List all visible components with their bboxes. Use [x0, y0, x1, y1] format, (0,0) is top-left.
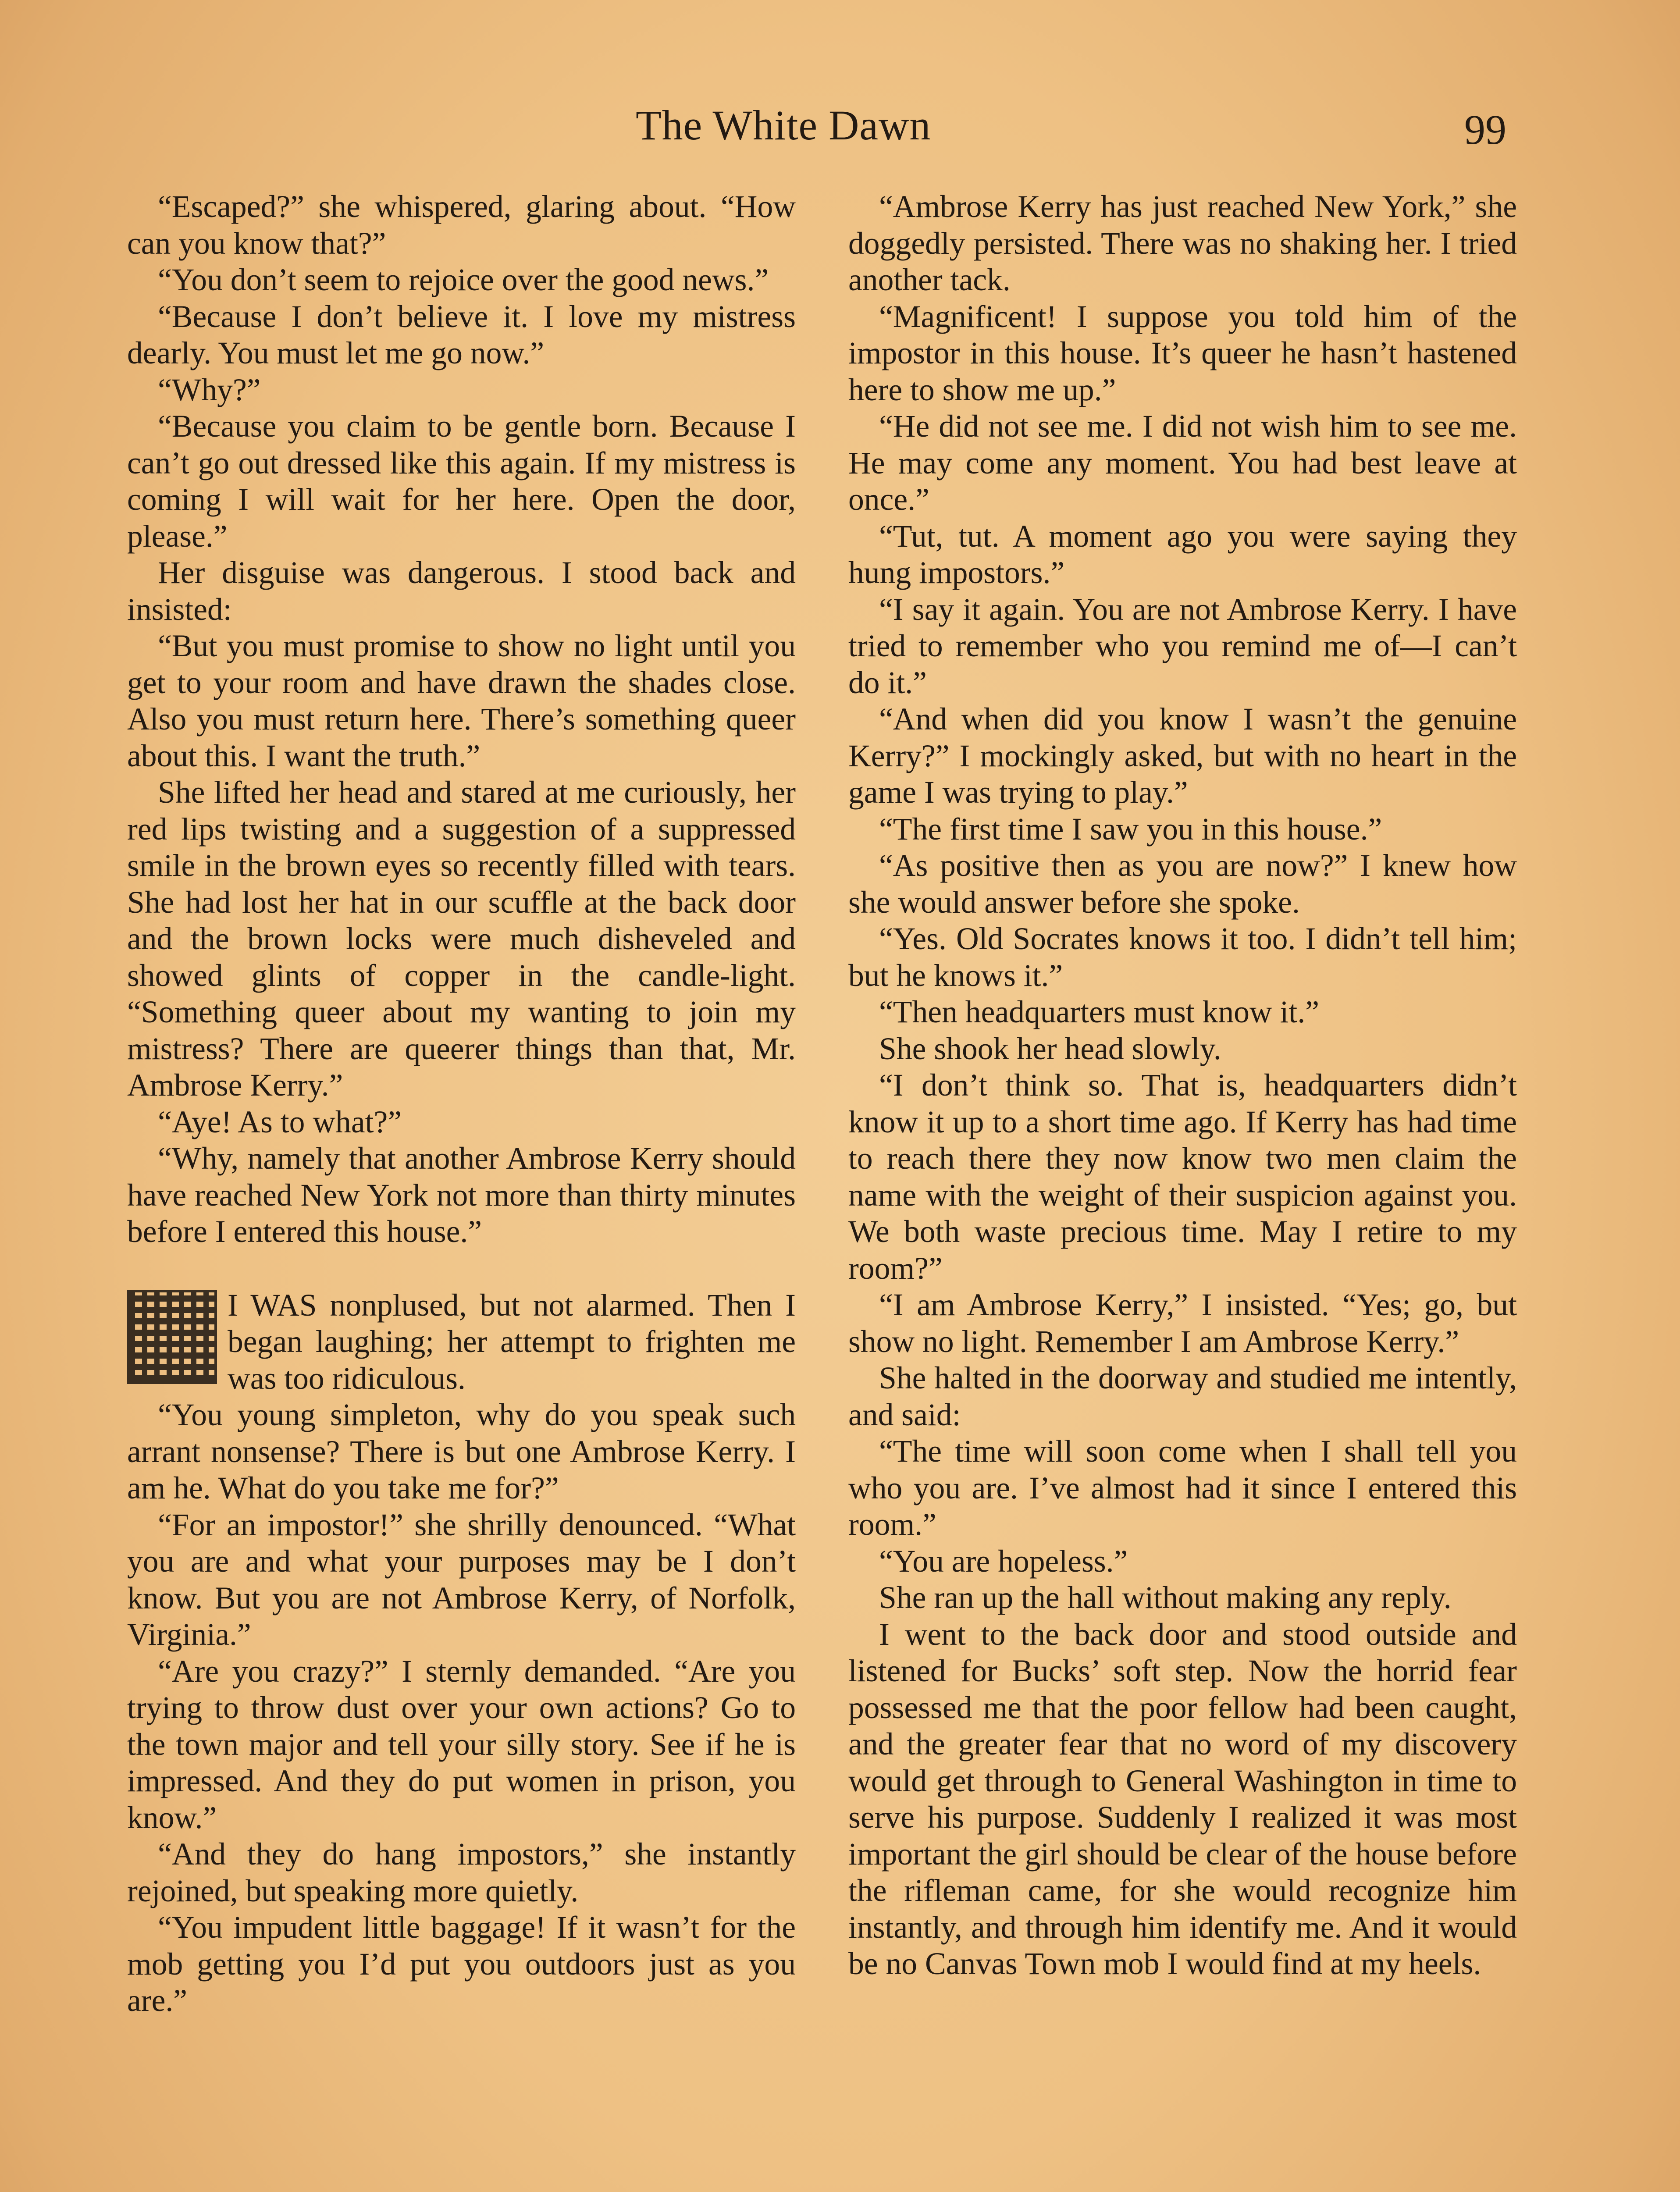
section-start-text: I WAS nonplused, but not alarmed. Then I began laughing; her attempt to frighten me was too ridiculous. — [228, 1288, 796, 1396]
paragraph: “And they do hang impostors,” she instantly rejoined, but speaking more quietly. — [127, 1837, 796, 1908]
right-column — [848, 189, 1517, 1982]
paragraph: “Because you claim to be gentle born. Because I can’t go out dressed like this again. If my mistress is coming I will wait for her here. Open the door, please.” — [127, 409, 796, 554]
paragraph: “Yes. Old Socrates knows it too. I didn’t tell him; but he knows it.” — [848, 922, 1517, 993]
page-number: 99 — [1464, 106, 1506, 153]
paragraph: “Because I don’t believe it. I love my mistress dearly. You must let me go now.” — [127, 299, 796, 370]
left-column — [127, 189, 796, 2019]
paragraph: She lifted her head and stared at me curiously, her red lips twisting and a suggestion of a suppressed smile in the brown eyes so recently filled with tears. She had lost her hat in our scuffle at the back door and the brown locks were much disheveled and showed glints of copper in the candle-light. “Something queer about my wanting to join my mistress? There are queerer things than that, Mr. Ambrose Kerry.” — [127, 775, 796, 1103]
paragraph: “I don’t think so. That is, headquarters didn’t know it up to a short time ago. If Kerry has had time to reach there they now know two men claim the name with the weight of their suspicion against you. We both waste precious time. May I retire to my room?” — [848, 1068, 1517, 1286]
paragraph: “The time will soon come when I shall tell you who you are. I’ve almost had it since I entered this room.” — [848, 1434, 1517, 1542]
paragraph: Her disguise was dangerous. I stood back and insisted: — [127, 555, 796, 627]
paragraph: She shook her head slowly. — [879, 1031, 1221, 1066]
paragraph: “Are you crazy?” I sternly demanded. “Are you trying to throw dust over your own actions? Go to the town major and tell your silly story. See if he is impressed. And they do put women in prison, you know.” — [127, 1654, 796, 1835]
paragraph: “But you must promise to show no light until you get to your room and have drawn the shades close. Also you must return here. There’s something queer about this. I want the truth.” — [127, 629, 796, 773]
paragraph: “Magnificent! I suppose you told him of the impostor in this house. It’s queer he hasn’t hastened here to show me up.” — [848, 299, 1517, 407]
paragraph: “Why, namely that another Ambrose Kerry should have reached New York not more than thirty minutes before I entered this house.” — [127, 1141, 796, 1249]
paragraph: “You impudent little baggage! If it wasn’t for the mob getting you I’d put you outdoors just as you are.” — [127, 1910, 796, 2018]
paragraph: “And when did you know I wasn’t the genuine Kerry?” I mockingly asked, but with no heart in the game I was trying to play.” — [848, 702, 1517, 810]
paragraph: “I am Ambrose Kerry,” I insisted. “Yes; go, but show no light. Remember I am Ambrose Kerry.” — [848, 1288, 1517, 1359]
paragraph: I went to the back door and stood outside and listened for Bucks’ soft step. Now the horrid fear possessed me that the poor fellow had been caught, and the greater fear that no word of my discovery would get through to General Washington in time to serve his purpose. Suddenly I realized it was most important the girl should be clear of the house before the rifleman came, for she would recognize him instantly, and through him identify me. And it would be no Canvas Town mob I would find at my heels. — [848, 1617, 1517, 1981]
paragraph: “You are hopeless.” — [879, 1544, 1128, 1579]
paragraph: “Aye! As to what?” — [158, 1104, 402, 1139]
paragraph: “Tut, tut. A moment ago you were saying they hung impostors.” — [848, 519, 1517, 590]
paragraph: “Then headquarters must know it.” — [879, 995, 1319, 1029]
running-title: The White Dawn — [636, 102, 931, 149]
paragraph: “Escaped?” she whispered, glaring about. “How can you know that?” — [127, 189, 796, 261]
paragraph: She halted in the doorway and studied me intently, and said: — [848, 1361, 1517, 1432]
paragraph: “The first time I saw you in this house.” — [879, 811, 1382, 847]
paragraph: “I say it again. You are not Ambrose Kerry. I have tried to remember who you remind me of—I can’t do it.” — [848, 592, 1517, 700]
paragraph: “For an impostor!” she shrilly denounced. “What you are and what your purposes may be I don’t know. But you are not Ambrose Kerry, of Norfolk, Virginia.” — [127, 1507, 796, 1652]
paragraph: “You don’t seem to rejoice over the good news.” — [158, 263, 769, 297]
ornamental-drop-cap-icon — [127, 1290, 217, 1384]
paragraph: “As positive then as you are now?” I knew how she would answer before she spoke. — [848, 848, 1517, 920]
section-start-paragraph — [127, 1287, 796, 1397]
paragraph: “You young simpleton, why do you speak such arrant nonsense? There is but one Ambrose Kerry. I am he. What do you take me for?” — [127, 1398, 796, 1505]
paragraph: “Why?” — [158, 372, 261, 407]
paragraph: She ran up the hall without making any reply. — [879, 1580, 1452, 1615]
paragraph: “He did not see me. I did not wish him to see me. He may come any moment. You had best leave at once.” — [848, 409, 1517, 517]
page-header — [0, 101, 1680, 167]
paragraph: “Ambrose Kerry has just reached New York,” she doggedly persisted. There was no shaking her. I tried another tack. — [848, 189, 1517, 297]
